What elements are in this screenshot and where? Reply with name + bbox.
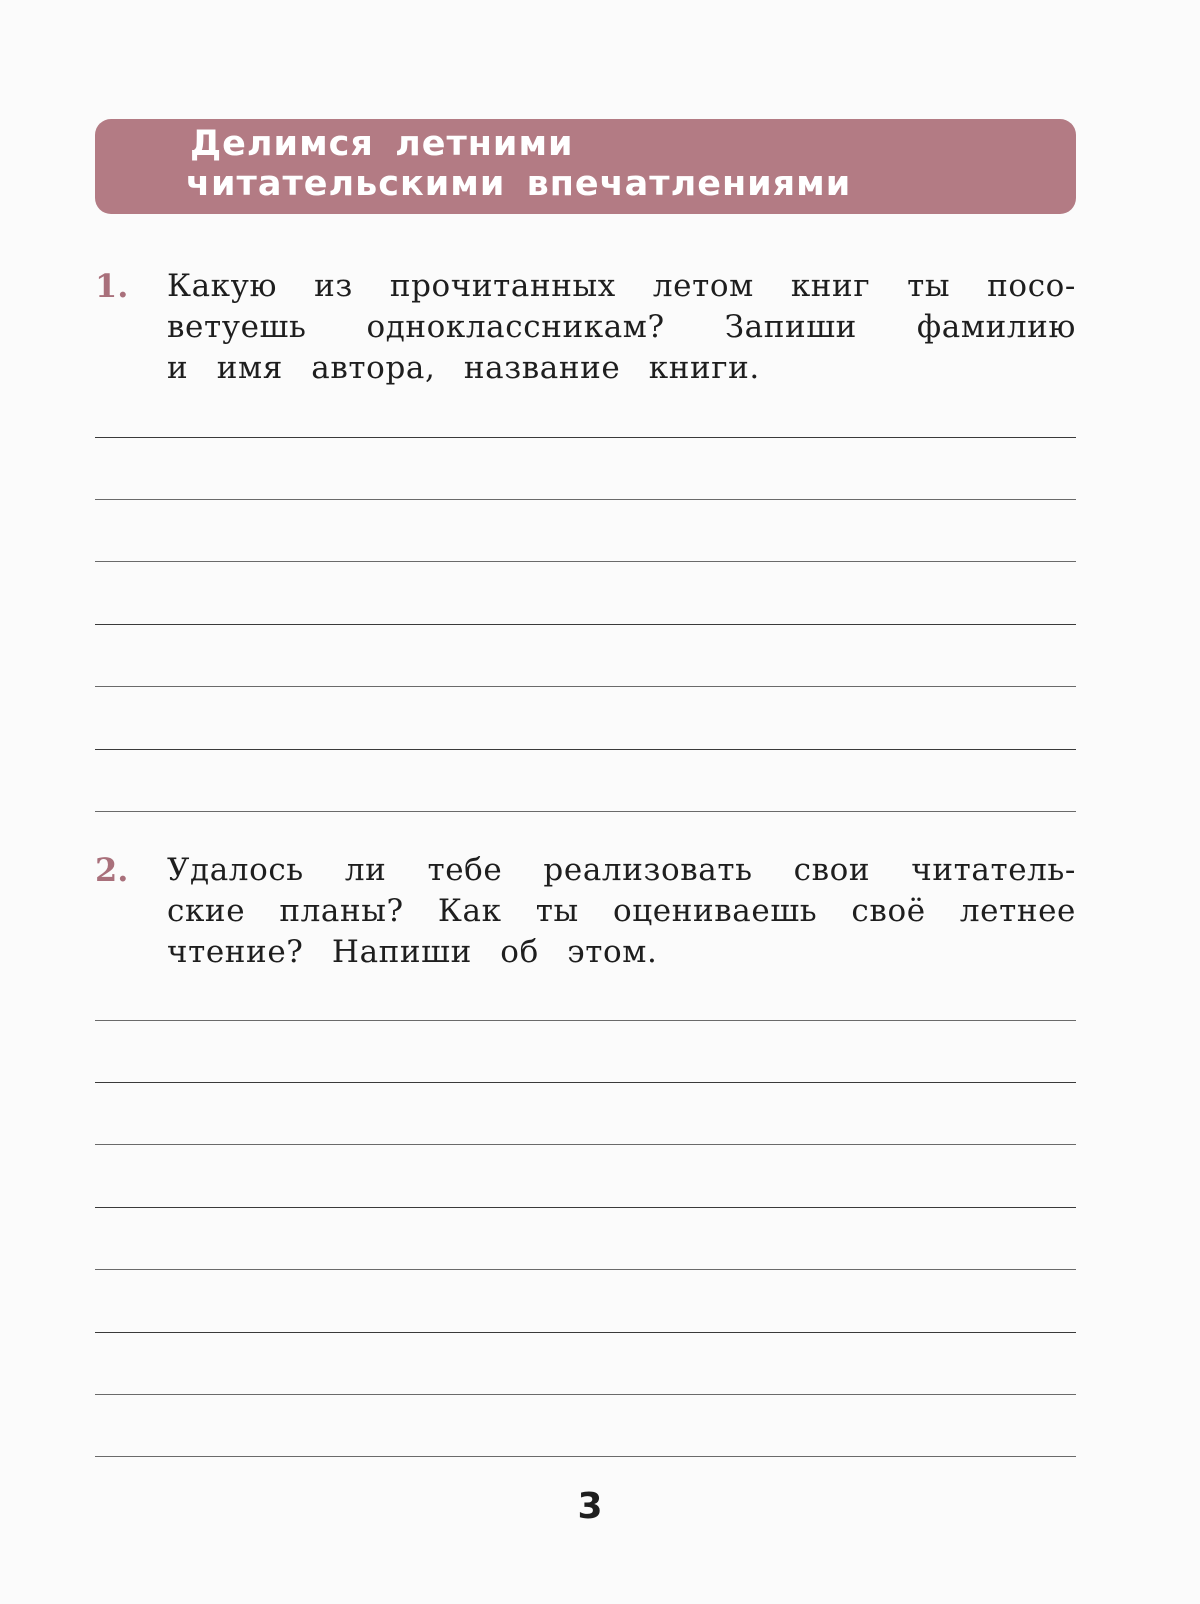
answer-line[interactable] [95, 749, 1076, 750]
task-text-line: и имя автора, название книги. [167, 350, 760, 386]
answer-line[interactable] [95, 1082, 1076, 1083]
answer-line[interactable] [95, 499, 1076, 500]
page-number: 3 [577, 1486, 603, 1527]
task-number: 1. [95, 267, 129, 305]
answer-line[interactable] [95, 1207, 1076, 1208]
task-text-line: Какую из прочитанных летом книг ты посо- [167, 268, 1076, 304]
task-text-line: ские планы? Как ты оцениваешь своё летнее [167, 893, 1076, 929]
answer-line[interactable] [95, 1332, 1076, 1333]
answer-line[interactable] [95, 1144, 1076, 1145]
answer-line[interactable] [95, 1456, 1076, 1457]
answer-line[interactable] [95, 1269, 1076, 1270]
section-title-line-1: Делимся летними [190, 124, 574, 164]
answer-line[interactable] [95, 1020, 1076, 1021]
answer-line[interactable] [95, 624, 1076, 625]
task-number: 2. [95, 851, 129, 889]
answer-line[interactable] [95, 686, 1076, 687]
answer-line[interactable] [95, 561, 1076, 562]
task-text [167, 850, 1076, 973]
task-text [167, 266, 1076, 389]
answer-line[interactable] [95, 811, 1076, 812]
task-text-line: чтение? Напиши об этом. [167, 934, 658, 970]
task-text-line: ветуешь одноклассникам? Запиши фамилию [167, 309, 1076, 345]
answer-line[interactable] [95, 1394, 1076, 1395]
task-text-line: Удалось ли тебе реализовать свои читатель- [167, 852, 1076, 888]
section-title-banner [95, 119, 1076, 214]
section-title-line-2: читательскими впечатлениями [186, 164, 852, 204]
answer-line[interactable] [95, 437, 1076, 438]
